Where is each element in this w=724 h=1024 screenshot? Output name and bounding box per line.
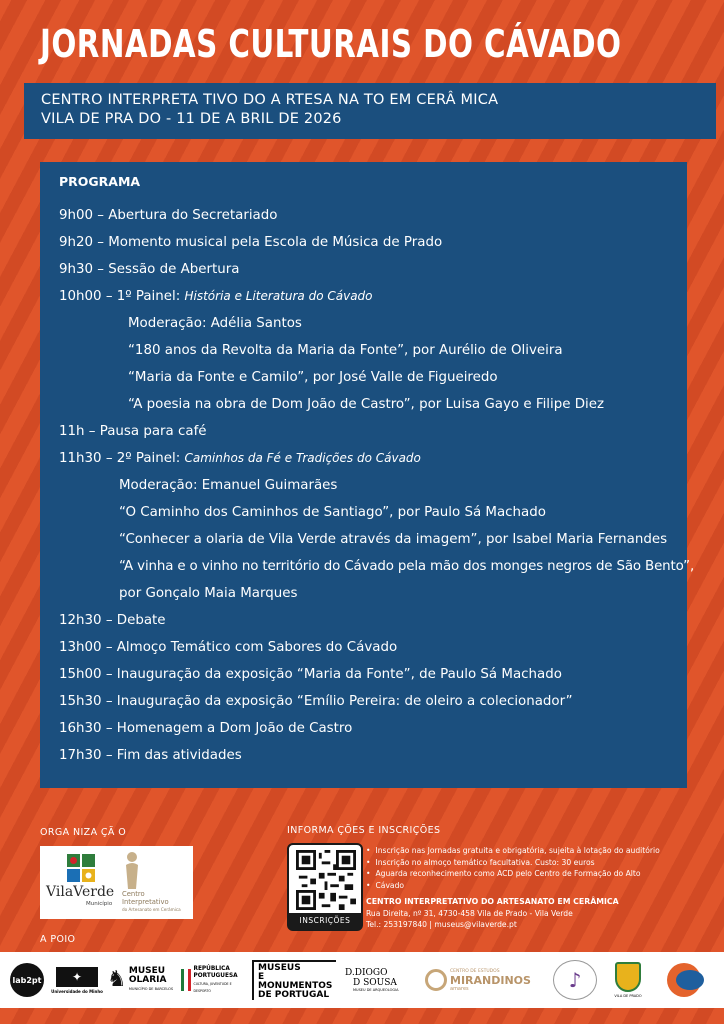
- subtitle-banner: [24, 83, 716, 139]
- centre-address: Rua Direita, nº 31, 4730-458 Vila de Prado - Vila Verde: [366, 908, 573, 918]
- museu-diogo-sousa-logo: D.DIOGO D SOUSA MUSEU DE ARQUEOLOGIA: [345, 968, 399, 992]
- registration-qr-code[interactable]: [287, 843, 363, 931]
- apoio-label: A POIO: [40, 934, 76, 945]
- music-school-logo: [550, 960, 600, 1000]
- programme-subitem: Moderação: Emanuel Guimarães: [119, 478, 338, 493]
- centre-name: CENTRO INTERPRETATIVO DO ARTESANATO EM CERÂMICA: [366, 897, 619, 906]
- qr-caption: INSCRIÇÕES: [289, 913, 361, 929]
- vilaverde-sub: Município: [86, 901, 113, 907]
- programme-subitem: “180 anos da Revolta da Maria da Fonte”, por Aurélio de Oliveira: [128, 343, 563, 358]
- informacoes-label: INFORMA ÇÕES E INSCRIÇÕES: [287, 825, 441, 836]
- programme-item: 15h30 – Inauguração da exposição “Emílio Pereira: de oleiro a colecionador”: [59, 694, 573, 709]
- prado-crest-icon: [615, 962, 641, 992]
- republica-portuguesa-logo: REPÚBLICA PORTUGUESA CULTURA, JUVENTUDE E DESPORTO: [181, 960, 243, 1000]
- programme-item: 15h00 – Inauguração da exposição “Maria da Fonte”, de Paulo Sá Machado: [59, 667, 562, 682]
- centre-contact[interactable]: Tel.: 253197840 | museus@vilaverde.pt: [366, 920, 517, 929]
- organizacao-label: ORGA NIZA ÇÃ O: [40, 827, 127, 838]
- panel-title: Caminhos da Fé e Tradições do Cávado: [184, 451, 421, 465]
- programme-item: 12h30 – Debate: [59, 613, 166, 628]
- centro-logo-text: Centro Interpretativo: [122, 890, 169, 906]
- poster-title: JORNADAS CULTURAIS DO CÁVADO: [40, 22, 622, 66]
- info-bullet: • Inscrição no almoço temático facultativa. Custo: 30 euros: [366, 857, 706, 869]
- programme-item: 16h30 – Homenagem a Dom João de Castro: [59, 721, 353, 736]
- lab2pt-logo: lab2pt: [8, 960, 46, 1000]
- programme-item: 9h00 – Abertura do Secretariado: [59, 208, 278, 223]
- programme-item: 13h00 – Almoço Temático com Sabores do Cávado: [59, 640, 398, 655]
- programme-item: 9h30 – Sessão de Abertura: [59, 262, 240, 277]
- vila-de-prado-logo: VILA DE PRADO: [607, 960, 649, 1000]
- programme-item: 9h20 – Momento musical pela Escola de Música de Prado: [59, 235, 443, 250]
- subtitle-date: VILA DE PRA DO - 11 DE A BRIL DE 2026: [41, 110, 342, 127]
- programme-subitem: “A poesia na obra de Dom João de Castro”, por Luisa Gayo e Filipe Diez: [128, 397, 605, 412]
- vilaverde-crest-icon: [66, 853, 96, 883]
- info-bullet: • Cávado: [366, 880, 706, 892]
- programme-subitem: “Conhecer a olaria de Vila Verde através da imagem”, por Isabel Maria Fernandes: [119, 532, 668, 547]
- cfac-logo: [656, 960, 712, 1000]
- uminho-logo: ✦ Universidade do Minho: [54, 960, 100, 1000]
- qr-code-icon: [296, 850, 356, 910]
- uminho-crest-icon: ✦: [56, 967, 98, 987]
- programme-item: 17h30 – Fim das atividades: [59, 748, 242, 763]
- mirandinos-logo: CENTRO DE ESTUDOS MIRANDINOS amares: [425, 960, 543, 1000]
- cockerel-icon: ♞: [106, 967, 127, 992]
- programme-heading: PROGRAMA: [59, 174, 141, 189]
- programme-box: [40, 162, 695, 788]
- sponsor-strip: [0, 952, 724, 1008]
- programme-item: 10h00 – 1º Painel: História e Literatura do Cávado: [59, 289, 373, 304]
- ceramic-figure-icon: [122, 851, 142, 891]
- programme-subitem: “Maria da Fonte e Camilo”, por José Valle de Figueiredo: [128, 370, 498, 385]
- programme-subitem: por Gonçalo Maia Marques: [119, 586, 298, 601]
- info-bullet: • Aguarda reconhecimento como ACD pelo Centro de Formação do Alto: [366, 868, 706, 880]
- organizers-logos: [40, 846, 193, 919]
- programme-item: 11h30 – 2º Painel: Caminhos da Fé e Tradições do Cávado: [59, 451, 421, 466]
- programme-item: 11h – Pausa para café: [59, 424, 207, 439]
- centro-logo-sub: do Artesanato em Cerâmica: [122, 907, 181, 912]
- republica-emblem-icon: [181, 969, 191, 991]
- cfac-emblem-icon: [667, 963, 701, 997]
- museu-olaria-logo: ♞ MUSEU OLARIA MUNICÍPIO DE BARCELOS: [106, 960, 174, 1000]
- treble-clef-icon: ♪: [553, 960, 597, 1000]
- programme-subitem: “A vinha e o vinho no território do Cávado pela mão dos monges negros de São Bento”,: [119, 559, 695, 574]
- panel-title: História e Literatura do Cávado: [184, 289, 373, 303]
- programme-subitem: Moderação: Adélia Santos: [128, 316, 302, 331]
- info-bullet: • Inscrição nas Jornadas gratuita e obrigatória, sujeita à lotação do auditório: [366, 845, 706, 857]
- museus-monumentos-logo: MUSEUS E MONUMENTOS DE PORTUGAL: [252, 960, 336, 1000]
- registration-info: [366, 845, 706, 931]
- subtitle-venue: CENTRO INTERPRETA TIVO DO A RTESA NA TO EM CERÂ MICA: [41, 92, 499, 108]
- vilaverde-wordmark: VilaVerde: [46, 884, 115, 900]
- programme-subitem: “O Caminho dos Caminhos de Santiago”, por Paulo Sá Machado: [119, 505, 546, 520]
- mirandinos-emblem-icon: [425, 969, 447, 991]
